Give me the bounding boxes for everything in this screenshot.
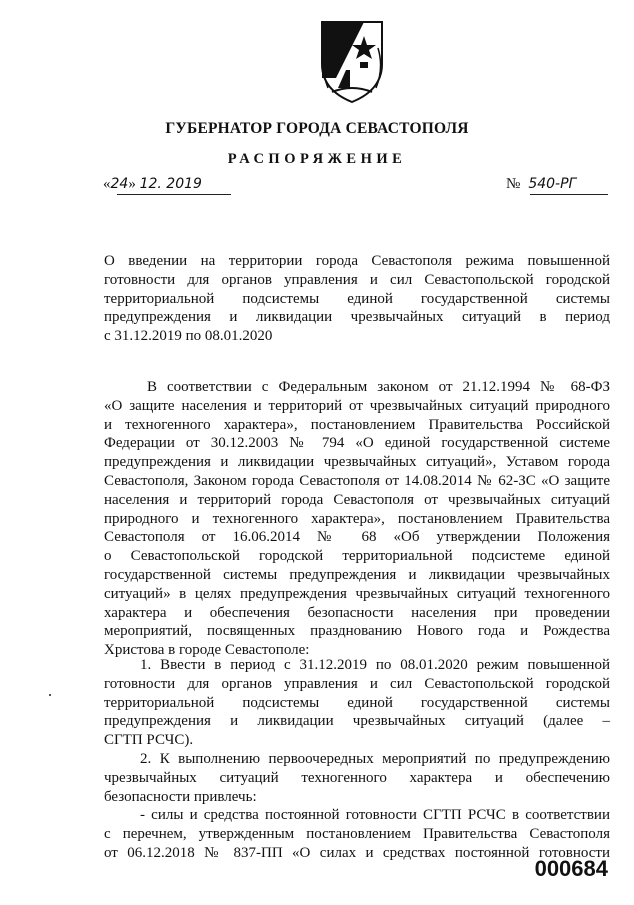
preamble-line: Севастополя, Законом города Севастополя от 14.08.2014 № 62-ЗС «О защите [104,472,610,489]
document-type: РАСПОРЯЖЕНИЕ [227,151,407,167]
date-day: 24 [110,176,129,192]
date-underline [117,194,231,195]
issuer-title: ГУБЕРНАТОР ГОРОДА СЕВАСТОПОЛЯ [165,120,469,137]
preamble-line: о Севастопольской городской территориальной подсистеме единой [104,548,610,565]
preamble-line: природного и техногенного характера», постановлением Правительства [104,510,610,527]
date-open-quote: « [103,176,111,192]
preamble-line: Христова в городе Севастополе: [104,642,310,659]
subject-line: готовности для органов управления и сил Севастопольской городской [104,271,610,288]
preamble-line: мероприятий, посвященных празднованию Нового года и Рождества [104,623,610,640]
number-label: № [506,176,521,192]
date-close-quote: » [128,176,136,192]
subject-line: предупреждения и ликвидации чрезвычайных ситуаций в период [104,309,610,326]
number-value: 540-РГ [528,176,577,192]
date-month-year: 12. 2019 [139,176,202,192]
preamble-line: и техногенного характера», постановлением Правительства Российской [104,416,610,433]
preamble-line: предупреждения и ликвидации чрезвычайных ситуаций», Уставом города [104,454,610,471]
clause-line: СГТП РСЧС). [104,732,194,749]
preamble-paragraph [104,378,610,660]
clause-line: безопасности привлечь: [104,788,257,805]
clause-line: готовности для органов управления и сил Севастопольской городской [104,675,610,692]
sevastopol-coat-of-arms-icon [316,18,388,106]
subject-line: с 31.12.2019 по 08.01.2020 [104,328,273,345]
preamble-line: ситуаций» в целях предупреждения чрезвычайных ситуаций техногенного [104,585,610,602]
scan-speck [49,694,51,696]
preamble-line: характера и обеспечения безопасности населения при проведении [104,604,610,621]
clause-line: предупреждения и ликвидации чрезвычайных ситуаций (далее – [104,713,610,730]
document-subject [104,252,610,346]
document-date [103,176,231,193]
preamble-line: Федерации от 30.12.2003 № 794 «О единой государственной системе [104,435,610,452]
clause-2-bullet [104,806,610,862]
clause-2 [104,750,610,806]
preamble-line: населения и территорий города Севастополя от чрезвычайных ситуаций [104,491,610,508]
preamble-line: государственной системы предупреждения и ликвидации чрезвычайных [104,566,610,583]
clause-line: с перечнем, утвержденным постановлением Правительства Севастополя [104,825,610,842]
form-serial-number: 000684 [534,856,608,881]
document-number [506,176,608,193]
clause-line: 1. Ввести в период с 31.12.2019 по 08.01.2020 режим повышенной [140,657,610,673]
subject-line: территориальной подсистемы единой государственной системы [104,290,610,307]
clause-line: территориальной подсистемы единой государственной системы [104,694,610,711]
preamble-line: «О защите населения и территорий от чрезвычайных ситуаций природного [104,397,610,414]
number-underline [530,194,608,195]
clause-line: 2. К выполнению первоочередных мероприятий по предупреждению [140,751,610,767]
preamble-line: В соответствии с Федеральным законом от 21.12.1994 № 68-ФЗ [147,379,610,395]
clause-1 [104,656,610,750]
clause-line: - силы и средства постоянной готовности СГТП РСЧС в соответствии [140,807,610,823]
clause-line: от 06.12.2018 № 837-ПП «О силах и средствах постоянной готовности [104,844,610,861]
subject-line: О введении на территории города Севастополя режима повышенной [104,253,610,269]
preamble-line: Севастополя от 16.06.2014 № 68 «Об утверждении Положения [104,529,610,546]
clause-line: чрезвычайных ситуаций техногенного характера и обеспечению [104,769,610,786]
